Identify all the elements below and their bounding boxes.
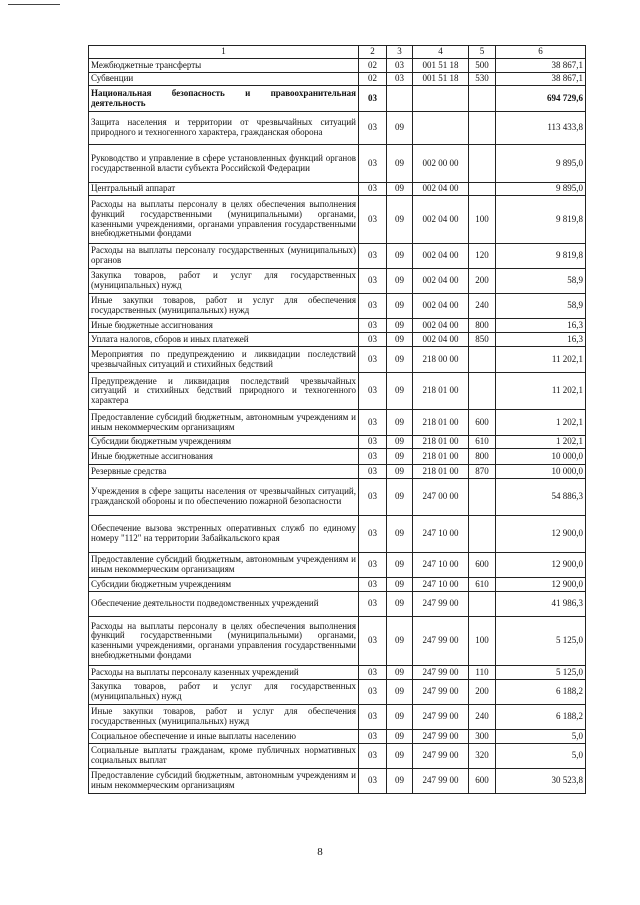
row-subsection-cell: 03 [387,59,413,73]
row-name-cell: Мероприятия по предупреждению и ликвидации последствий чрезвычайных ситуаций и стихийных бедствий [89,347,359,373]
row-section-cell: 03 [359,244,387,269]
row-section-cell: 03 [359,769,387,794]
row-target-article-cell: 002 04 00 [413,244,469,269]
table-row [89,578,586,592]
row-name-cell: Резервные средства [89,465,359,479]
row-expense-type-cell: 100 [469,617,496,666]
row-name-cell: Субсидии бюджетным учреждениям [89,578,359,592]
row-expense-type-cell: 240 [469,705,496,730]
row-name-cell: Учреждения в сфере защиты населения от чрезвычайных ситуаций, гражданской обороны и по обеспечению пожарной безопасности [89,479,359,516]
table-row [89,347,586,373]
row-section-cell: 03 [359,347,387,373]
row-name-cell: Защита населения и территории от чрезвычайных ситуаций природного и техногенного характера, гражданская оборона [89,112,359,145]
row-subsection-cell: 09 [387,373,413,410]
row-subsection-cell: 09 [387,319,413,333]
row-target-article-cell: 218 01 00 [413,449,469,465]
table-row [89,465,586,479]
row-amount-cell: 12 900,0 [496,578,586,592]
row-target-article-cell: 218 01 00 [413,436,469,449]
row-subsection-cell: 09 [387,436,413,449]
row-name-cell: Руководство и управление в сфере установленных функций органов государственной власти субъекта Российской Федерации [89,145,359,183]
header-cell-6: 6 [496,46,586,59]
row-amount-cell: 11 202,1 [496,373,586,410]
row-target-article-cell: 001 51 18 [413,73,469,86]
header-cell-1: 1 [89,46,359,59]
row-section-cell: 03 [359,436,387,449]
row-expense-type-cell [469,516,496,553]
row-expense-type-cell: 200 [469,680,496,705]
table-row [89,319,586,333]
row-subsection-cell: 09 [387,244,413,269]
row-section-cell: 03 [359,373,387,410]
table-row [89,592,586,617]
table-row [89,769,586,794]
table-row [89,705,586,730]
row-amount-cell: 10 000,0 [496,449,586,465]
row-subsection-cell: 09 [387,410,413,436]
row-name-cell: Национальная безопасность и правоохранительная деятельность [89,86,359,112]
row-amount-cell: 11 202,1 [496,347,586,373]
row-expense-type-cell: 610 [469,578,496,592]
row-section-cell: 03 [359,680,387,705]
row-section-cell: 03 [359,269,387,294]
table-row [89,617,586,666]
row-name-cell: Закупка товаров, работ и услуг для государственных (муниципальных) нужд [89,680,359,705]
row-expense-type-cell: 600 [469,410,496,436]
row-subsection-cell: 09 [387,347,413,373]
row-expense-type-cell: 800 [469,449,496,465]
row-section-cell: 03 [359,319,387,333]
row-amount-cell: 38 867,1 [496,59,586,73]
row-expense-type-cell [469,183,496,196]
row-amount-cell: 58,9 [496,294,586,319]
row-target-article-cell: 002 04 00 [413,333,469,347]
table-row [89,333,586,347]
row-target-article-cell: 002 04 00 [413,183,469,196]
row-expense-type-cell: 500 [469,59,496,73]
row-section-cell: 03 [359,333,387,347]
budget-table [88,45,586,794]
row-amount-cell: 9 895,0 [496,183,586,196]
table-row [89,183,586,196]
row-target-article-cell [413,86,469,112]
row-subsection-cell: 09 [387,449,413,465]
row-target-article-cell: 002 00 00 [413,145,469,183]
row-target-article-cell: 247 10 00 [413,516,469,553]
row-name-cell: Предупреждение и ликвидация последствий чрезвычайных ситуаций и стихийных бедствий природного и техногенного характера [89,373,359,410]
table-row [89,479,586,516]
row-target-article-cell: 002 04 00 [413,269,469,294]
row-target-article-cell: 247 10 00 [413,578,469,592]
row-target-article-cell: 002 04 00 [413,319,469,333]
row-amount-cell: 54 886,3 [496,479,586,516]
row-subsection-cell: 09 [387,705,413,730]
row-expense-type-cell: 200 [469,269,496,294]
row-section-cell: 03 [359,592,387,617]
row-expense-type-cell [469,86,496,112]
table-row [89,73,586,86]
row-subsection-cell: 09 [387,592,413,617]
row-subsection-cell: 09 [387,769,413,794]
row-section-cell: 03 [359,449,387,465]
row-target-article-cell: 218 01 00 [413,410,469,436]
row-section-cell: 03 [359,86,387,112]
row-expense-type-cell [469,145,496,183]
row-name-cell: Расходы на выплаты персоналу казенных учреждений [89,666,359,680]
row-target-article-cell: 247 99 00 [413,592,469,617]
row-expense-type-cell: 850 [469,333,496,347]
row-target-article-cell: 247 99 00 [413,769,469,794]
row-amount-cell: 5,0 [496,744,586,769]
page-number: 8 [317,846,323,858]
row-section-cell: 03 [359,465,387,479]
row-name-cell: Расходы на выплаты персоналу государственных (муниципальных) органов [89,244,359,269]
row-name-cell: Расходы на выплаты персоналу в целях обеспечения выполнения функций государственными (муниципальными) органами, казенными учреждениями, органами управления государственными внебюджетными фондами [89,196,359,244]
row-amount-cell: 41 986,3 [496,592,586,617]
row-expense-type-cell: 530 [469,73,496,86]
table-row [89,553,586,578]
row-amount-cell: 30 523,8 [496,769,586,794]
row-section-cell: 03 [359,196,387,244]
row-amount-cell: 1 202,1 [496,436,586,449]
row-amount-cell: 9 819,8 [496,196,586,244]
row-name-cell: Социальные выплаты гражданам, кроме публичных нормативных социальных выплат [89,744,359,769]
row-amount-cell: 6 188,2 [496,705,586,730]
table-header-row [89,46,586,59]
table-row [89,373,586,410]
row-subsection-cell: 09 [387,617,413,666]
row-subsection-cell: 09 [387,680,413,705]
row-subsection-cell: 09 [387,744,413,769]
row-amount-cell: 16,3 [496,333,586,347]
row-section-cell: 03 [359,112,387,145]
header-cell-4: 4 [413,46,469,59]
row-name-cell: Предоставление субсидий бюджетным, автономным учреждениям и иным некоммерческим организациям [89,553,359,578]
table-row [89,730,586,744]
row-name-cell: Иные закупки товаров, работ и услуг для обеспечения государственных (муниципальных) нужд [89,705,359,730]
row-name-cell: Уплата налогов, сборов и иных платежей [89,333,359,347]
row-subsection-cell: 09 [387,145,413,183]
table-row [89,449,586,465]
table-row [89,436,586,449]
row-name-cell: Обеспечение вызова экстренных оперативных служб по единому номеру "112" на территории Забайкальского края [89,516,359,553]
table-row [89,680,586,705]
row-section-cell: 03 [359,744,387,769]
row-target-article-cell: 247 99 00 [413,666,469,680]
table-row [89,145,586,183]
row-name-cell: Субсидии бюджетным учреждениям [89,436,359,449]
row-expense-type-cell: 240 [469,294,496,319]
row-expense-type-cell [469,479,496,516]
row-amount-cell: 113 433,8 [496,112,586,145]
row-target-article-cell: 218 01 00 [413,373,469,410]
row-name-cell: Иные бюджетные ассигнования [89,319,359,333]
row-expense-type-cell [469,112,496,145]
row-expense-type-cell [469,373,496,410]
row-amount-cell: 12 900,0 [496,516,586,553]
row-section-cell: 02 [359,73,387,86]
row-subsection-cell: 09 [387,333,413,347]
row-target-article-cell: 247 99 00 [413,617,469,666]
row-subsection-cell: 09 [387,183,413,196]
table-row [89,86,586,112]
row-amount-cell: 5,0 [496,730,586,744]
row-subsection-cell: 09 [387,666,413,680]
row-amount-cell: 9 895,0 [496,145,586,183]
row-name-cell: Предоставление субсидий бюджетным, автономным учреждениям и иным некоммерческим организациям [89,769,359,794]
row-target-article-cell: 218 01 00 [413,465,469,479]
row-amount-cell: 9 819,8 [496,244,586,269]
row-name-cell: Иные бюджетные ассигнования [89,449,359,465]
row-target-article-cell: 247 10 00 [413,553,469,578]
row-target-article-cell [413,112,469,145]
table-row [89,244,586,269]
row-target-article-cell: 001 51 18 [413,59,469,73]
table-row [89,112,586,145]
row-section-cell: 03 [359,479,387,516]
row-target-article-cell: 002 04 00 [413,196,469,244]
table-row [89,294,586,319]
row-name-cell: Центральный аппарат [89,183,359,196]
row-section-cell: 03 [359,617,387,666]
row-expense-type-cell: 300 [469,730,496,744]
row-expense-type-cell: 600 [469,553,496,578]
row-amount-cell: 5 125,0 [496,617,586,666]
row-target-article-cell: 247 00 00 [413,479,469,516]
row-expense-type-cell [469,592,496,617]
row-amount-cell: 38 867,1 [496,73,586,86]
row-subsection-cell: 09 [387,269,413,294]
row-target-article-cell: 247 99 00 [413,705,469,730]
row-section-cell: 03 [359,666,387,680]
row-expense-type-cell: 800 [469,319,496,333]
row-section-cell: 03 [359,294,387,319]
row-expense-type-cell: 120 [469,244,496,269]
row-amount-cell: 16,3 [496,319,586,333]
row-subsection-cell: 09 [387,112,413,145]
table-row [89,666,586,680]
row-expense-type-cell [469,347,496,373]
row-target-article-cell: 218 00 00 [413,347,469,373]
row-amount-cell: 5 125,0 [496,666,586,680]
row-name-cell: Социальное обеспечение и иные выплаты населению [89,730,359,744]
table-row [89,196,586,244]
row-amount-cell: 1 202,1 [496,410,586,436]
row-expense-type-cell: 610 [469,436,496,449]
row-section-cell: 02 [359,59,387,73]
row-section-cell: 03 [359,578,387,592]
row-expense-type-cell: 100 [469,196,496,244]
header-cell-2: 2 [359,46,387,59]
row-section-cell: 03 [359,183,387,196]
row-target-article-cell: 247 99 00 [413,744,469,769]
row-name-cell: Расходы на выплаты персоналу в целях обеспечения выполнения функций государственными (муниципальными) органами, казенными учреждениями, органами управления государственными внебюджетными фондами [89,617,359,666]
row-amount-cell: 12 900,0 [496,553,586,578]
row-name-cell: Иные закупки товаров, работ и услуг для обеспечения государственных (муниципальных) нужд [89,294,359,319]
header-rule [8,4,60,5]
row-expense-type-cell: 110 [469,666,496,680]
row-subsection-cell: 09 [387,516,413,553]
row-amount-cell: 10 000,0 [496,465,586,479]
row-name-cell: Субвенции [89,73,359,86]
table-row [89,59,586,73]
row-section-cell: 03 [359,516,387,553]
row-name-cell: Обеспечение деятельности подведомственных учреждений [89,592,359,617]
row-section-cell: 03 [359,553,387,578]
row-expense-type-cell: 870 [469,465,496,479]
row-section-cell: 03 [359,410,387,436]
row-section-cell: 03 [359,145,387,183]
row-name-cell: Предоставление субсидий бюджетным, автономным учреждениям и иным некоммерческим организациям [89,410,359,436]
row-name-cell: Межбюджетные трансферты [89,59,359,73]
row-target-article-cell: 002 04 00 [413,294,469,319]
row-subsection-cell: 09 [387,578,413,592]
row-subsection-cell: 09 [387,465,413,479]
row-target-article-cell: 247 99 00 [413,730,469,744]
row-subsection-cell [387,86,413,112]
row-subsection-cell: 09 [387,553,413,578]
row-target-article-cell: 247 99 00 [413,680,469,705]
table-row [89,269,586,294]
row-section-cell: 03 [359,730,387,744]
row-subsection-cell: 09 [387,196,413,244]
table-row [89,744,586,769]
row-subsection-cell: 09 [387,730,413,744]
header-cell-3: 3 [387,46,413,59]
row-expense-type-cell: 320 [469,744,496,769]
row-subsection-cell: 09 [387,479,413,516]
header-cell-5: 5 [469,46,496,59]
row-section-cell: 03 [359,705,387,730]
row-amount-cell: 58,9 [496,269,586,294]
row-subsection-cell: 03 [387,73,413,86]
row-expense-type-cell: 600 [469,769,496,794]
row-name-cell: Закупка товаров, работ и услуг для государственных (муниципальных) нужд [89,269,359,294]
row-subsection-cell: 09 [387,294,413,319]
row-amount-cell: 6 188,2 [496,680,586,705]
table-body [89,59,586,794]
table-row [89,410,586,436]
table-row [89,516,586,553]
row-amount-cell: 694 729,6 [496,86,586,112]
